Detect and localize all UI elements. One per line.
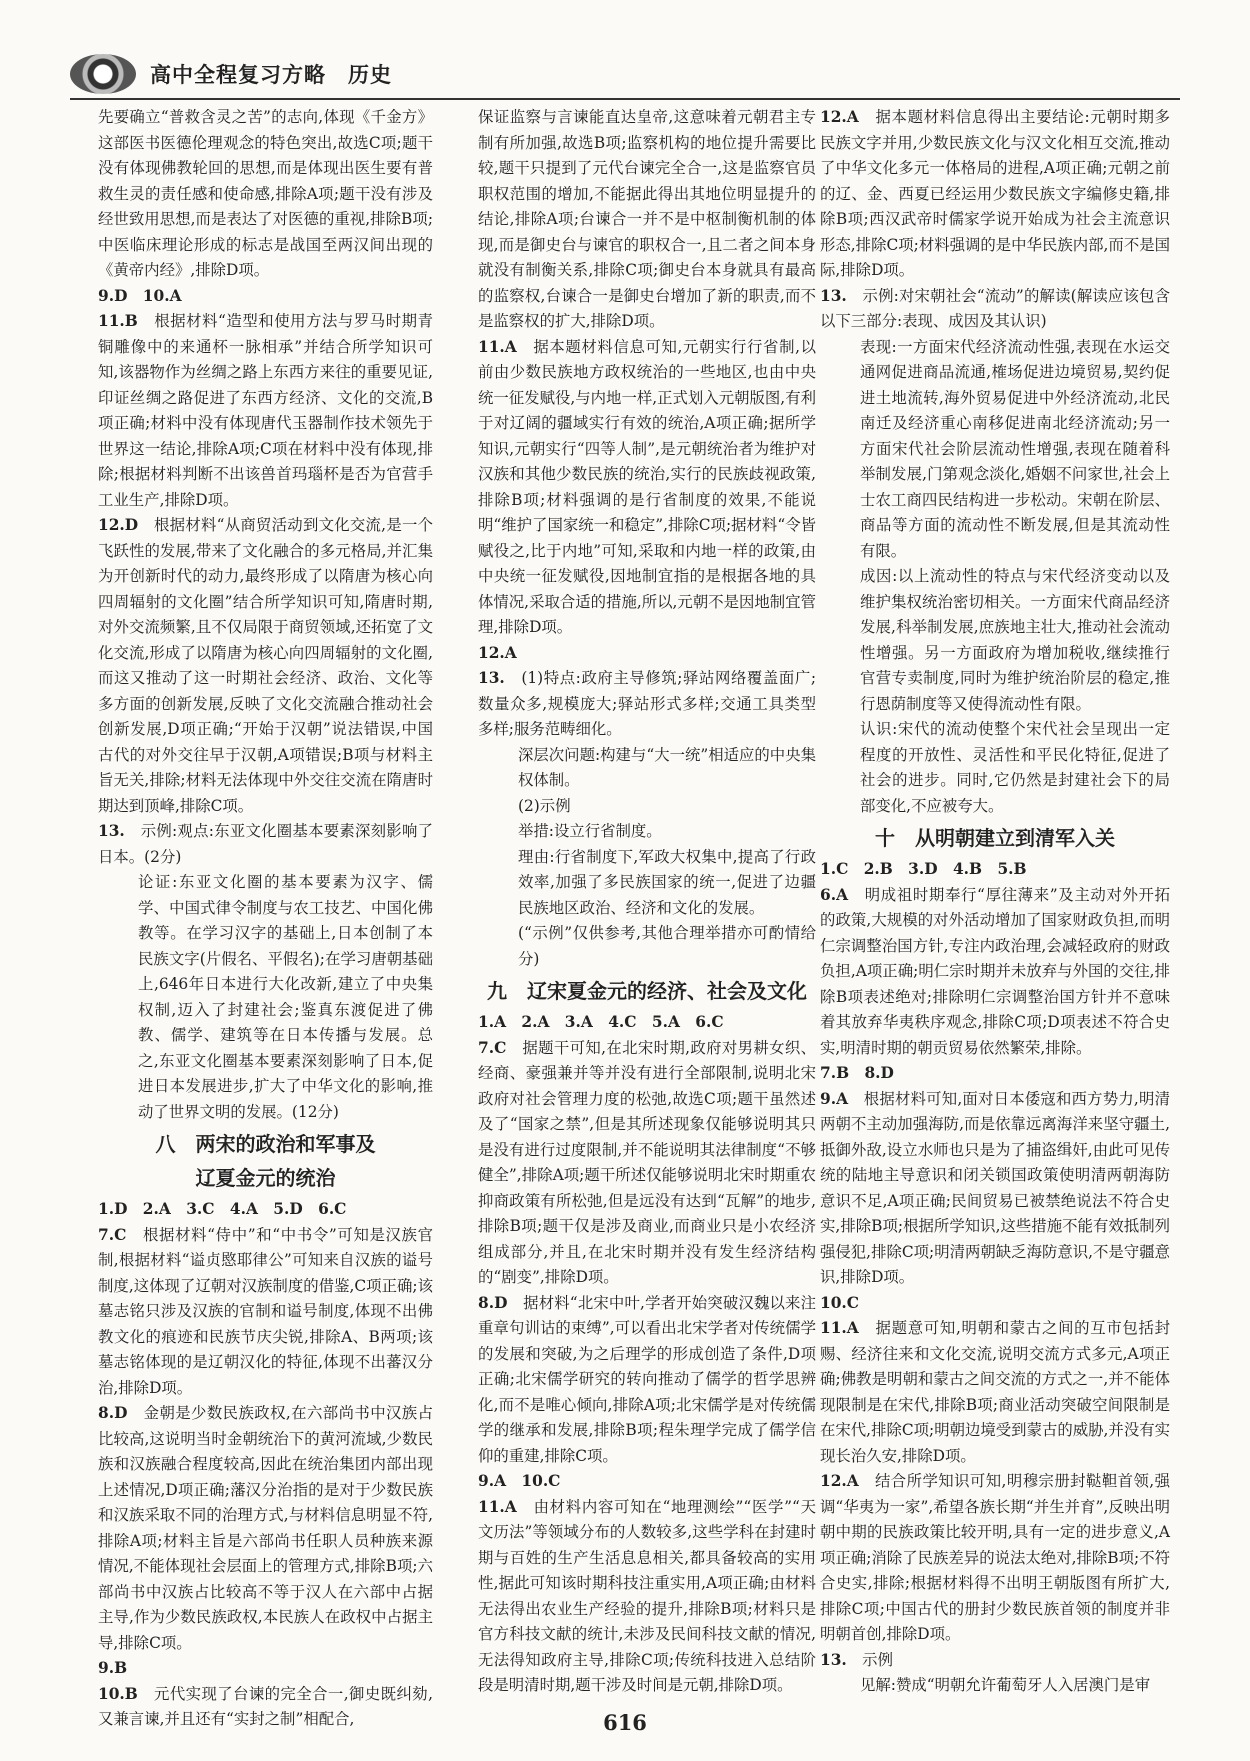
column-right xyxy=(820,105,1170,1699)
header-rule xyxy=(70,98,1180,100)
answer-paragraph xyxy=(478,335,816,641)
answer-text: 先要确立“普救含灵之苦”的志向,体现《千金方》这部医书医德伦理观念的特色突出,故选C项;题干没有体现佛教轮回的思想,而是体现出医生要有普救生灵的责任感和使命感,排除A项;题干没有涉及经世致用思想,而是表达了对医德的重视,排除B项;中医临床理论形成的标志是战国至两汉间出现的《黄帝内经》,排除D项。 xyxy=(98,108,433,279)
answer-paragraph xyxy=(820,1648,1170,1674)
question-number: 10.B xyxy=(98,1684,155,1703)
book-logo-icon xyxy=(70,54,136,94)
question-number: 7.C xyxy=(478,1038,523,1057)
question-number: 9.A 10.C xyxy=(478,1472,561,1490)
answer-text: 元代实现了台谏的完全合一,御史既纠劾,又兼言谏,并且还有“实封之制”相配合, xyxy=(98,1684,433,1728)
answer-text: 根据材料“造型和使用方法与罗马时期青铜雕像中的来通杯一脉相承”并结合所学知识可知,该器物作为丝绸之路上东西方来往的重要见证,印证丝绸之路促进了东西方经济、文化的交流,B项正确;材料中没有体现唐代玉器制作技术领先于世界这一结论,排除A项;C项在材料中没有体现,排除;根据材料判断不出该兽首玛瑙杯是否为官营手工业生产,排除D项。 xyxy=(98,312,433,509)
answer-text: 举措:设立行省制度。 xyxy=(518,822,662,840)
answer-text: 深层次问题:构建与“大一统”相适应的中央集权体制。 xyxy=(518,745,816,789)
answer-paragraph xyxy=(820,857,1170,883)
answer-text: 据本题材料信息可知,元朝实行行省制,以前由少数民族地方政权统治的一些地区,也由中央统一征发赋役,与内地一样,正式划入元朝版图,有利于对辽阔的疆域实行有效的统治,A项正确;据所学知识,元朝实行“四等人制”,是元朝统治者为维护对汉族和其他少数民族的统治,实行的民族歧视政策,排除B项;材料强调的是行省制度的效果,不能说明“维护了国家统一和稳定”,排除C项;据材料“令皆赋役之,比于内地”可知,采取和内地一样的政策,由中央统一征发赋役,因地制宜指的是根据各地的具体情况,采取合适的措施,所以,元朝不是因地制宜管理,排除D项。 xyxy=(478,337,816,636)
answer-paragraph xyxy=(98,513,433,819)
answer-paragraph xyxy=(98,284,433,310)
question-number: 12.A xyxy=(820,1472,875,1490)
section-heading: 八 两宋的政治和军事及 辽夏金元的统治 xyxy=(155,1132,376,1190)
answer-text: 据题干可知,在北宋时期,政府对男耕女织、经商、豪强兼并等并没有进行全部限制,说明北宋政府对社会管理力度的松弛,故选C项;题干虽然述及了“国家之禁”,但是其所述现象仅能够说明其只是没有进行过度限制,并不能说明其法律制度“不够健全”,排除A项;题干所述仅能够说明北宋时期重农抑商政策有所松弛,但是远没有达到“瓦解”的地步,排除B项;题干仅是涉及商业,而商业只是小农经济组成部分,并且,在北宋时期并没有发生经济结构的“剧变”,排除D项。 xyxy=(478,1038,816,1286)
question-number: 13. xyxy=(98,822,141,840)
answer-text: 根据材料“从商贸活动到文化交流,是一个飞跃性的发展,带来了文化融合的多元格局,并汇集为开创新时代的动力,最终形成了以隋唐为核心向四周辐射的文化圈”结合所学知识可知,隋唐时期,对外交流频繁,且不仅局限于商贸领域,还拓宽了文化交流,形成了以隋唐为核心向四周辐射的文化圈,而这又推动了这一时期社会经济、政治、文化等多方面的创新发展,反映了文化交流融合推动社会创新发展,D项正确;“开始于汉朝”说法错误,中国古代的对外交往早于汉朝,A项错误;B项与材料主旨无关,排除;材料无法体现中外交往交流在隋唐时期达到顶峰,排除C项。 xyxy=(98,516,434,815)
answer-paragraph xyxy=(98,309,433,513)
answer-text: 表现:一方面宋代经济流动性强,表现在水运交通网促进商品流通,榷场促进边境贸易,契约促进土地流转,海外贸易促进中外经济流动,北民南迁及经济重心南移促进南北经济流动;另一方面宋代社会阶层流动性增强,表现在随着科举制发展,门第观念淡化,婚姻不问家世,社会上士农工商四民结构进一步松动。宋朝在阶层、商品等方面的流动性不断发展,但是其流动性有限。 xyxy=(860,337,1170,560)
question-number: 13. xyxy=(820,1650,863,1669)
question-number: 8.D xyxy=(98,1404,144,1422)
question-number: 11.A xyxy=(478,337,534,356)
answer-text: (“示例”仅供参考,其他合理举措亦可酌情给分) xyxy=(518,924,816,968)
answer-paragraph xyxy=(478,921,816,972)
answer-paragraph xyxy=(478,845,816,922)
section-heading: 十 从明朝建立到清军入关 xyxy=(875,826,1115,850)
answer-paragraph xyxy=(478,1036,816,1291)
answer-paragraph xyxy=(478,1291,816,1470)
answer-paragraph xyxy=(820,1061,1170,1087)
answer-text: 据材料“北宋中叶,学者开始突破汉魏以来注重章句训诂的束缚”,可以看出北宋学者对传统儒学的发展和突破,为之后理学的形成创造了条件,D项正确;北宋儒学研究的转向推动了儒学的哲学思辨化,而不是唯心倾向,排除A项;北宋儒学是对传统儒学的继承和发展,排除B项;程朱理学完成了儒学信仰的重建,排除C项。 xyxy=(478,1293,817,1465)
question-number: 12.D xyxy=(98,516,155,534)
question-number: 11.B xyxy=(98,312,155,330)
answer-text: (2)示例 xyxy=(518,796,571,815)
answer-paragraph xyxy=(820,105,1170,284)
answer-text: 保证监察与言谏能直达皇帝,这意味着元朝君主专制有所加强,故选B项;监察机构的地位提升需要比较,题干只提到了元代台谏完全合一,这是监察官员职权范围的增加,不能据此得出其地位明显提升的结论,排除A项;台谏合一并不是中枢制衡机制的体现,而是御史台与谏官的职权合一,且二者之间本身就没有制衡关系,排除C项;御史台本身就具有最高的监察权,台谏合一是御史台增加了新的职责,而不是监察权的扩大,排除D项。 xyxy=(478,108,816,330)
question-number: 1.C 2.B 3.D 4.B 5.B xyxy=(820,860,1027,878)
answer-text: 由材料内容可知在“地理测绘”“医学”“天文历法”等领域分布的人数较多,这些学科在封建时期与百姓的生产生活息息相关,都具备较高的实用性,据此可知该时期科技注重实用,A项正确;由材料无法得出农业生产经验的提升,排除B项;材料只是官方科技文献的统计,未涉及民间科技文献的情况,无法得知政府主导,排除C项;传统科技进入总结阶段是明清时期,题干涉及时间是元朝,排除D项。 xyxy=(478,1497,817,1694)
answer-text: 示例:观点:东亚文化圈基本要素深刻影响了日本。(2分) xyxy=(98,822,433,866)
answer-text: 成因:以上流动性的特点与宋代经济变动以及维护集权统治密切相关。一方面宋代商品经济发展,科举制发展,庶族地主壮大,推动社会流动性增强。另一方面政府为增加税收,继续推行官营专卖制度,同时为维护统治阶层的稳定,推行恩荫制度等又使得流动性有限。 xyxy=(860,567,1170,713)
answer-text: 见解:赞成“明朝允许葡萄牙人入居澳门是审 xyxy=(860,1676,1151,1694)
answer-paragraph xyxy=(478,666,816,743)
answer-paragraph xyxy=(820,1087,1170,1291)
answer-paragraph xyxy=(478,1010,816,1036)
column-middle xyxy=(478,105,816,1699)
answer-paragraph xyxy=(820,883,1170,1062)
answer-paragraph xyxy=(478,641,816,667)
page-number: 616 xyxy=(603,1710,647,1735)
question-number: 8.D xyxy=(478,1293,524,1312)
question-number: 12.A xyxy=(820,108,876,126)
answer-text: 认识:宋代的流动使整个宋代社会呈现出一定程度的开放性、灵活性和平民化特征,促进了社会的进步。同时,它仍然是封建社会下的局部变化,不应被夸大。 xyxy=(860,720,1170,815)
answer-paragraph xyxy=(478,1495,816,1699)
question-number: 1.A 2.A 3.A 4.C 5.A 6.C xyxy=(478,1013,724,1031)
answer-text: 示例 xyxy=(862,1650,893,1669)
header-title: 高中全程复习方略 历史 xyxy=(150,63,392,87)
question-number: 7.B 8.D xyxy=(820,1064,894,1082)
answer-paragraph xyxy=(820,1316,1170,1469)
answer-text: 结合所学知识可知,明穆宗册封鞑靼首领,强调“华夷为一家”,希望各族长期“并生并育”,反映出明朝中期的民族政策比较开明,具有一定的进步意义,A项正确;消除了民族差异的说法太绝对,排除B项;不符合史实,排除;根据材料得不出明王朝版图有所扩大,排除C项;中国古代的册封少数民族首领的制度并非明朝首创,排除D项。 xyxy=(820,1472,1170,1643)
answer-text: 明成祖时期奉行“厚往薄来”及主动对外开拓的政策,大规模的对外活动增加了国家财政负担,而明仁宗调整治国方针,专注内政治理,会减轻政府的财政负担,A项正确;明仁宗时期并未放弃与外国的交往,排除B项表述绝对;排除明仁宗调整治国方针并不意味着其放弃华夷秩序观念,排除C项;D项表述不符合史实,明清时期的朝贡贸易依然繁荣,排除。 xyxy=(820,885,1170,1057)
question-number: 9.B xyxy=(98,1659,128,1677)
question-number: 13. xyxy=(478,669,522,687)
answer-paragraph xyxy=(478,743,816,794)
section-heading: 九 辽宋夏金元的经济、社会及文化 xyxy=(487,979,807,1003)
answer-paragraph xyxy=(478,105,816,335)
page-header xyxy=(70,52,392,96)
answer-text: (1)特点:政府主导修筑;驿站网络覆盖面广;数量众多,规模庞大;驿站形式多样;交通工具类型多样;服务范畴细化。 xyxy=(478,669,817,738)
answer-paragraph xyxy=(478,794,816,820)
answer-text: 金朝是少数民族政权,在六部尚书中汉族占比较高,这说明当时金朝统治下的黄河流域,少数民族和汉族融合程度较高,因此在统治集团内部出现上述情况,D项正确;藩汉分治指的是对于少数民族和汉族采取不同的治理方式,与材料信息明显不符,排除A项;材料主旨是六部尚书任职人员种族来源情况,不能体现社会层面上的管理方式,排除B项;六部尚书中汉族占比较高不等于汉人在六部中占据主导,作为少数民族政权,本民族人在政权中占据主导,排除C项。 xyxy=(98,1404,433,1652)
answer-text: 论证:东亚文化圈的基本要素为汉字、儒学、中国式律令制度与农工技艺、中国化佛教等。在学习汉字的基础上,日本创制了本民族文字(片假名、平假名);在学习唐朝基础上,646年日本进行大化改新,建立了中央集权制,迈入了封建社会;鉴真东渡促进了佛教、儒学、建筑等在日本传播与发展。总之,东亚文化圈基本要素深刻影响了日本,促进日本发展进步,扩大了中华文化的影响,推动了世界文明的发展。(12分) xyxy=(138,873,433,1121)
answer-paragraph xyxy=(478,819,816,845)
question-number: 12.A xyxy=(478,643,517,662)
answer-paragraph xyxy=(98,1656,433,1682)
answer-paragraph xyxy=(820,335,1170,565)
question-number: 11.A xyxy=(478,1497,534,1516)
answer-paragraph xyxy=(820,1673,1170,1699)
question-number: 11.A xyxy=(820,1319,876,1337)
question-number: 9.A xyxy=(820,1089,864,1108)
answer-paragraph xyxy=(478,1469,816,1495)
answer-text: 示例:对宋朝社会“流动”的解读(解读应该包含以下三部分:表现、成因及其认识) xyxy=(820,286,1170,330)
answer-text: 根据材料可知,面对日本倭寇和西方势力,明清两朝不主动加强海防,而是依靠远离海洋来坚守疆土,抵御外敌,设立水师也只是为了捕盗缉奸,由此可见传统的陆地主导意识和闭关锁国政策使明清两朝海防意识不足,A项正确;民间贸易已被禁绝说法不符合史实,排除B项;根据所学知识,这些措施不能有效抵制列强侵犯,排除C项;明清两朝缺乏海防意识,不是守疆意识,排除D项。 xyxy=(820,1089,1170,1286)
answer-paragraph xyxy=(98,1223,433,1402)
answer-paragraph xyxy=(820,1469,1170,1648)
question-number: 1.D 2.A 3.C 4.A 5.D 6.C xyxy=(98,1200,347,1218)
answer-paragraph xyxy=(98,819,433,870)
answer-paragraph xyxy=(98,105,433,284)
question-number: 13. xyxy=(820,286,863,305)
answer-paragraph xyxy=(820,284,1170,335)
answer-paragraph xyxy=(98,1401,433,1656)
answer-text: 据题意可知,明朝和蒙古之间的互市包括封赐、经济往来和文化交流,说明交流方式多元,A项正确;佛教是明朝和蒙古之间交流的方式之一,并不能体现限制是在宋代,排除B项;商业活动突破空间限制是在宋代,排除C项;明朝边境受到蒙古的威胁,并没有实现长治久安,排除D项。 xyxy=(820,1319,1170,1465)
answer-paragraph xyxy=(820,564,1170,717)
question-number: 6.A xyxy=(820,885,865,904)
answer-text: 理由:行省制度下,军政大权集中,提高了行政效率,加强了多民族国家的统一,促进了边疆民族地区政治、经济和文化的发展。 xyxy=(518,847,816,917)
answer-paragraph xyxy=(98,1197,433,1223)
answer-paragraph xyxy=(98,870,433,1125)
answer-paragraph xyxy=(820,1291,1170,1317)
question-number: 7.C xyxy=(98,1225,143,1244)
column-left xyxy=(98,105,433,1733)
question-number: 10.C xyxy=(820,1293,860,1312)
question-number: 9.D 10.A xyxy=(98,286,182,305)
answer-text: 据本题材料信息得出主要结论:元朝时期多民族文字并用,少数民族文化与汉文化相互交流,推动了中华文化多元一体格局的进程,A项正确;元朝之前的辽、金、西夏已经运用少数民族文字编修史籍,排除B项;西汉武帝时儒家学说开始成为社会主流意识形态,排除C项;材料强调的是中华民族内部,而不是国际,排除D项。 xyxy=(820,108,1171,279)
answer-text: 根据材料“侍中”和“中书令”可知是汉族官制,根据材料“谥贞愍耶律公”可知来自汉族的谥号制度,这体现了辽朝对汉族制度的借鉴,C项正确;该墓志铭只涉及汉族的官制和谥号制度,体现不出佛教文化的痕迹和民族节庆尖锐,排除A、B两项;该墓志铭体现的是辽朝汉化的特征,体现不出蕃汉分治,排除D项。 xyxy=(98,1225,433,1397)
answer-paragraph xyxy=(820,717,1170,819)
